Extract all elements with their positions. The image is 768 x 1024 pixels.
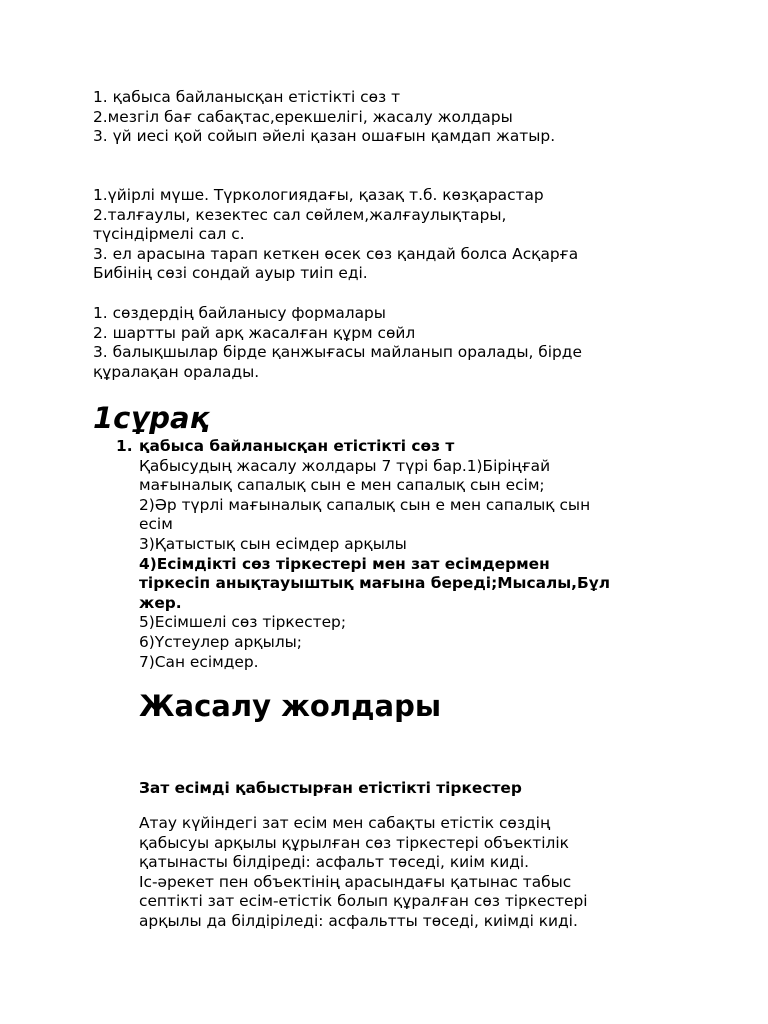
list-item-line: есім [139, 515, 173, 534]
question-line: 3. үй иесі қой сойып әйелі қазан ошағын қамдап жатыр. [93, 127, 556, 146]
question-line: 1.үйірлі мүше. Түркологиядағы, қазақ т.б. көзқарастар [93, 186, 544, 204]
body-line: қатынасты білдіреді: асфальт төседі, киім киді. [139, 853, 530, 872]
question-line: 3. балықшылар бірде қанжығасы майланып оралады, бірде [93, 343, 582, 362]
body-line: Іс-әрекет пен объектінің арасындағы қатынас табыс [139, 872, 572, 891]
body-paragraph [139, 814, 699, 932]
question-list-2 [93, 186, 693, 284]
list-item-line: 7)Сан есімдер. [139, 652, 259, 671]
question-line: Бибінің сөзі сондай ауыр тиіп еді. [93, 264, 368, 283]
question-list-1 [93, 88, 693, 147]
list-item-bold-line: 4)Есімдікті сөз тіркестері мен зат есімдермен [139, 554, 550, 573]
list-item-line: 3)Қатыстық сын есімдер арқылы [139, 534, 407, 553]
question-list-3 [93, 304, 693, 382]
question-line: құралақан оралады. [93, 362, 260, 381]
list-item-number: 1. [116, 437, 133, 455]
body-line: септікті зат есім-етістік болып құралған сөз тіркестері [139, 892, 588, 911]
question-line: 2.мезгіл бағ сабақтас,ерекшелігі, жасалу жолдары [93, 107, 513, 126]
list-item-title: қабыса байланысқан етістікті сөз т [139, 437, 455, 455]
question-line: 1. қабыса байланысқан етістікті сөз т [93, 88, 401, 106]
body-line: қабысуы арқылы құрылған сөз тіркестері объектілік [139, 833, 569, 852]
question-line: 2. шартты рай арқ жасалған құрм сөйл [93, 323, 416, 342]
heading-2: Жасалу жолдары [139, 689, 442, 723]
body-line: Атау күйіндегі зат есім мен сабақты етістік сөздің [139, 814, 551, 832]
question-line: түсіндірмелі сал с. [93, 225, 245, 244]
question-line: 1. сөздердің байланысу формалары [93, 304, 386, 322]
list-item-line: Қабысудың жасалу жолдары 7 түрі бар.1)Біріңғай [139, 456, 551, 475]
list-item-line: 5)Есімшелі сөз тіркестер; [139, 613, 347, 632]
list-item [139, 437, 699, 672]
list-item-bold-line: тіркесіп анықтауыштық мағына береді;Мысалы,Бұл [139, 574, 611, 593]
subheading: Зат есімді қабыстырған етістікті тіркестер [139, 779, 522, 797]
section-heading: 1сұрақ [93, 401, 210, 435]
list-item-line: 2)Әр түрлі мағыналық сапалық сын е мен сапалық сын [139, 495, 591, 514]
list-item-line: 6)Үстеулер арқылы; [139, 632, 302, 651]
list-item-line: мағыналық сапалық сын е мен сапалық сын есім; [139, 476, 545, 495]
body-line: арқылы да білдіріледі: асфальтты төседі, киімді киді. [139, 911, 578, 930]
list-item-bold-line: жер. [139, 593, 182, 612]
question-line: 3. ел арасына тарап кеткен өсек сөз қандай болса Асқарға [93, 244, 579, 263]
question-line: 2.талғаулы, кезектес сал сөйлем,жалғаулықтары, [93, 205, 507, 224]
